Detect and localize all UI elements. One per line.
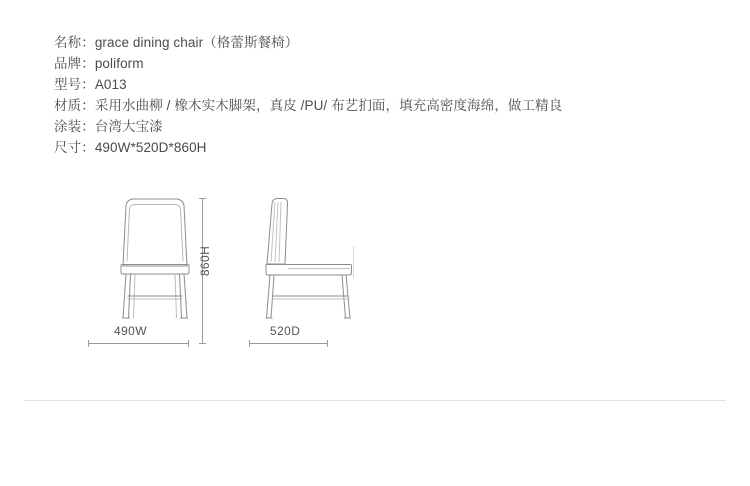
specification-list	[54, 32, 694, 158]
spec-label-finish: 涂装：	[54, 119, 95, 134]
dimension-tick-left-front	[88, 340, 89, 347]
dimension-tick-right-front	[188, 340, 189, 347]
section-divider	[24, 400, 726, 401]
spec-row-size	[54, 137, 694, 158]
dimension-tick-left-side	[249, 340, 250, 347]
spec-label-size: 尺寸：	[54, 140, 95, 155]
spec-label-model: 型号：	[54, 77, 95, 92]
spec-value-size: 490W*520D*860H	[94, 140, 207, 155]
spec-label-name: 名称：	[54, 35, 95, 50]
spec-label-material: 材质：	[54, 98, 95, 113]
spec-row-finish	[54, 116, 694, 137]
spec-value-finish: 台湾大宝漆	[94, 119, 163, 134]
spec-row-material	[54, 95, 694, 116]
spec-value-model: A013	[94, 77, 127, 92]
dimension-tick-bottom-height	[199, 343, 206, 344]
spec-row-brand	[54, 53, 694, 74]
dimension-label-520d: 520D	[270, 324, 301, 338]
dimension-line-depth-side	[249, 343, 327, 344]
reference-line-side-right	[353, 246, 354, 278]
spec-value-material: 采用水曲柳 / 橡木实木脚架，真皮 /PU/ 布艺扪面，填充高密度海绵，做工精良	[94, 98, 563, 113]
spec-value-name: grace dining chair（格蕾斯餐椅）	[94, 35, 299, 50]
spec-row-model	[54, 74, 694, 95]
dimension-label-860h: 860H	[198, 245, 213, 277]
dimension-label-490w: 490W	[114, 324, 147, 338]
technical-drawing	[54, 178, 694, 363]
spec-label-brand: 品牌：	[54, 56, 95, 71]
dimension-line-width-front	[88, 343, 188, 344]
chair-side-view	[247, 178, 377, 323]
spec-row-name	[54, 32, 694, 53]
dimension-tick-right-side	[327, 340, 328, 347]
spec-value-brand: poliform	[94, 56, 144, 71]
dimension-tick-top-height	[199, 198, 206, 199]
